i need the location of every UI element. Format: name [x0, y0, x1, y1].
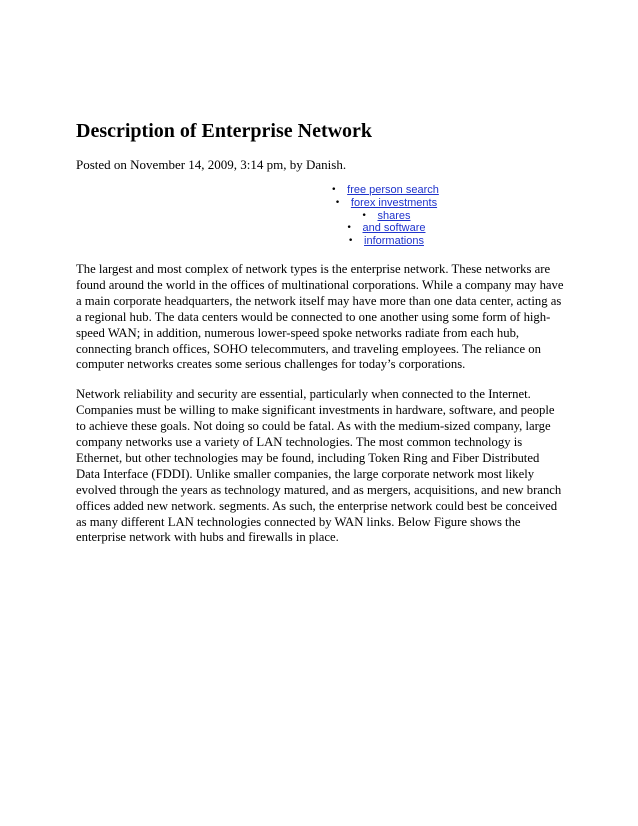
list-item [76, 210, 566, 223]
paragraph-2: Network reliability and security are essential, particularly when connected to the Internet. Companies must be willing to make significant investments in hardware, software, and people to achieve these goals. Not doing so could be fatal. As with the medium-sized company, large company networks use a variety of LAN technologies. The most common technology is Ethernet, but other technologies may be found, including Token Ring and Fiber Distributed Data Interface (FDDI). Unlike smaller companies, the large corporate network most likely evolved through the years as technology matured, and as mergers, acquisitions, and new branch offices added new network. segments. As such, the enterprise network could best be conceived as many different LAN technologies connected by WAN links. Below Figure shows the enterprise network with hubs and firewalls in place. [76, 387, 562, 545]
list-item [76, 184, 566, 197]
link-shares[interactable]: shares [377, 209, 411, 222]
list-item [76, 197, 566, 210]
paragraph-1: The largest and most complex of network types is the enterprise network. These networks are found around the world in the offices of multinational corporations. While a company may have a main corporate headquarters, the network itself may have more than one data center, acting as a regional hub. The data centers would be connected to one another using some form of high-speed WAN; in addition, numerous lower-speed spoke networks radiate from each hub, connecting branch offices, SOHO telecommuters, and traveling employees. The reliance on computer networks creates some serious challenges for today’s corporations. [76, 261, 564, 372]
link-forex-investments[interactable]: forex investments [350, 196, 438, 209]
link-and-software[interactable]: and software [362, 222, 426, 235]
link-free-person-search[interactable]: free person search [347, 184, 439, 196]
bullet-icon: • [331, 185, 337, 195]
bullet-icon: • [334, 197, 341, 208]
bullet-icon: • [348, 236, 354, 247]
posted-byline: Posted on November 14, 2009, 3:14 pm, by Danish. [76, 157, 347, 172]
bullet-icon: • [346, 223, 352, 234]
link-list [76, 184, 566, 248]
list-item [76, 235, 566, 248]
link-informations[interactable]: informations [364, 235, 424, 248]
bullet-icon: • [361, 210, 367, 221]
list-item [76, 222, 566, 235]
article [76, 118, 566, 546]
article-title: Description of Enterprise Network [76, 120, 373, 142]
